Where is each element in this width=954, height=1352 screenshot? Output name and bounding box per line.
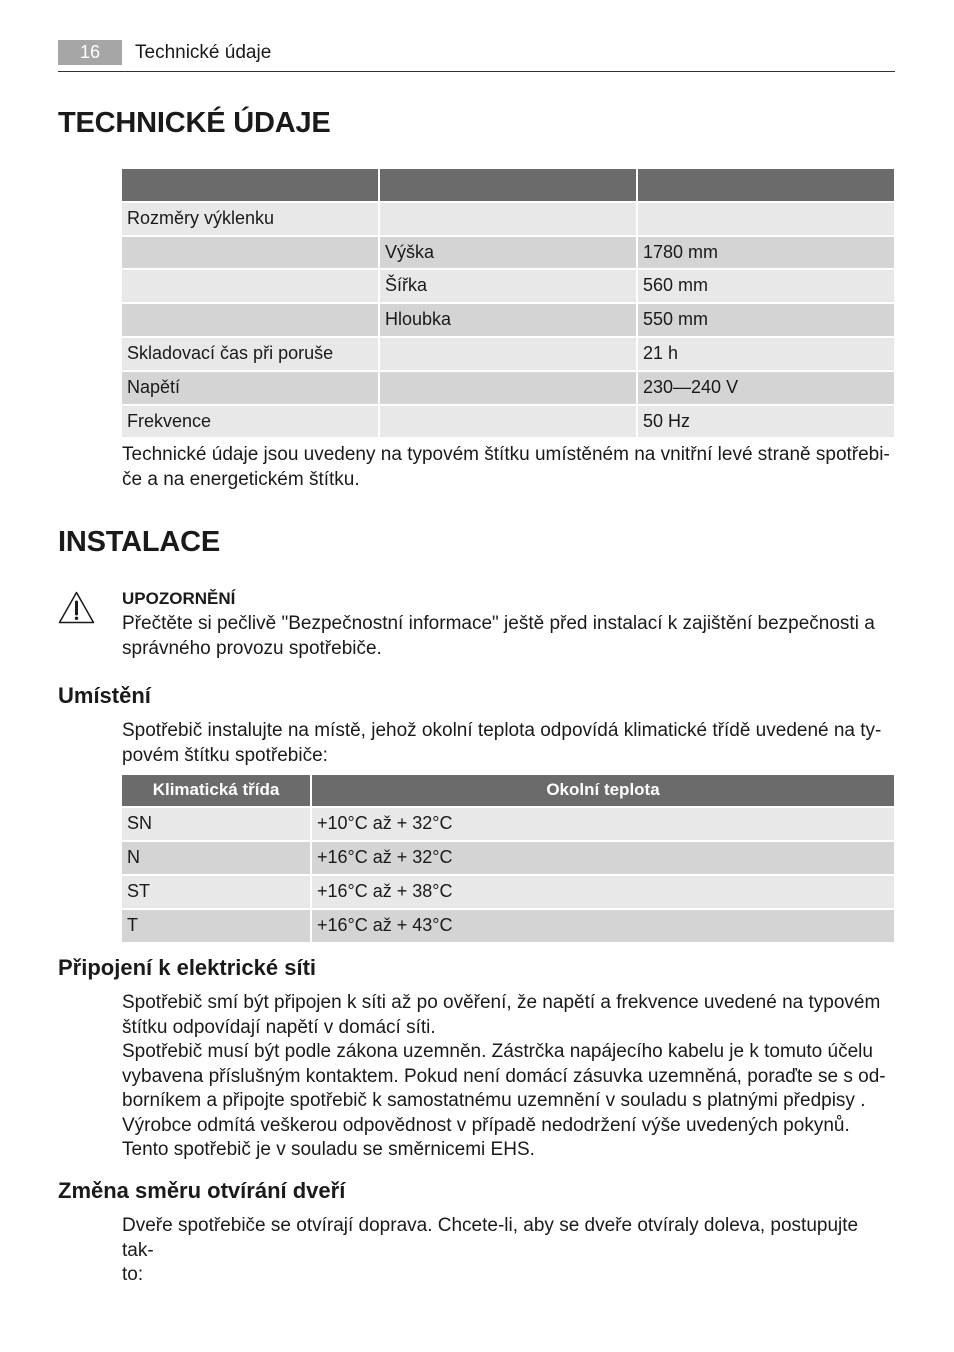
climate-table-cell: +10°C až + 32°C xyxy=(312,808,894,840)
tech-table-header-cell xyxy=(380,169,636,201)
running-title: Technické údaje xyxy=(135,42,272,63)
tech-table-cell: Frekvence xyxy=(122,406,378,438)
tech-table-cell: 50 Hz xyxy=(638,406,894,438)
climate-class-table xyxy=(122,775,894,942)
text-line: če a na energetickém štítku. xyxy=(122,468,360,490)
placement-text xyxy=(122,719,894,768)
climate-table-cell: +16°C až + 38°C xyxy=(312,876,894,908)
tech-table-cell xyxy=(638,203,894,235)
text-line: Dveře spotřebiče se otvírají doprava. Chcete-li, aby se dveře otvíraly doleva, postupujte tak- xyxy=(122,1215,859,1261)
text-line: Technické údaje jsou uvedeny na typovém štítku umístěném na vnitřní levé straně spotřebi- xyxy=(122,444,890,465)
tech-data-heading: TECHNICKÉ ÚDAJE xyxy=(58,107,331,139)
tech-table-cell: 1780 mm xyxy=(638,237,894,269)
climate-table-cell: T xyxy=(122,910,310,942)
door-reversal-text xyxy=(122,1214,894,1288)
door-reversal-heading: Změna směru otvírání dveří xyxy=(58,1178,346,1203)
tech-table-cell xyxy=(122,270,378,302)
tech-table-cell xyxy=(380,406,636,438)
text-line: Spotřebič smí být připojen k síti až po ověření, že napětí a frekvence uvedené na typovém xyxy=(122,992,881,1013)
tech-table-header-cell xyxy=(638,169,894,201)
tech-table-cell: 230—240 V xyxy=(638,372,894,404)
text-line: to: xyxy=(122,1264,144,1285)
text-line: Spotřebič instalujte na místě, jehož okolní teplota odpovídá klimatické třídě uvedené na ty- xyxy=(122,720,882,741)
text-line: správného provozu spotřebiče. xyxy=(122,637,382,659)
page-number: 16 xyxy=(58,40,122,65)
tech-table-cell xyxy=(380,338,636,370)
climate-table-header-cell: Okolní teplota xyxy=(312,775,894,806)
tech-table-cell: Napětí xyxy=(122,372,378,404)
climate-table-cell: SN xyxy=(122,808,310,840)
tech-table-cell: Šířka xyxy=(380,270,636,302)
tech-note xyxy=(122,443,894,492)
placement-heading: Umístění xyxy=(58,683,151,708)
tech-table-cell xyxy=(380,203,636,235)
tech-data-table xyxy=(122,169,894,437)
warning-triangle-icon xyxy=(58,591,95,624)
text-line: Přečtěte si pečlivě "Bezpečnostní informace" ještě před instalací k zajištění bezpečnosti a xyxy=(122,613,875,634)
text-line: Spotřebič musí být podle zákona uzemněn. Zástrčka napájecího kabelu je k tomuto účelu xyxy=(122,1041,873,1062)
electrical-heading: Připojení k elektrické síti xyxy=(58,955,317,980)
tech-table-cell: Skladovací čas při poruše xyxy=(122,338,378,370)
climate-table-cell: +16°C až + 32°C xyxy=(312,842,894,874)
tech-table-cell xyxy=(122,304,378,336)
electrical-text xyxy=(122,991,894,1163)
tech-table-cell xyxy=(380,372,636,404)
tech-table-cell xyxy=(122,237,378,269)
warning-title: UPOZORNĚNÍ xyxy=(122,589,236,608)
tech-table-cell: 550 mm xyxy=(638,304,894,336)
tech-table-cell: Hloubka xyxy=(380,304,636,336)
climate-table-header-cell: Klimatická třída xyxy=(122,775,310,806)
tech-table-cell: 560 mm xyxy=(638,270,894,302)
installation-heading: INSTALACE xyxy=(58,526,220,558)
tech-table-cell: Výška xyxy=(380,237,636,269)
page-header xyxy=(58,40,895,72)
text-line: Tento spotřebič je v souladu se směrnicemi EHS. xyxy=(122,1139,535,1160)
warning-text xyxy=(122,612,894,661)
tech-table-cell: Rozměry výklenku xyxy=(122,203,378,235)
text-line: borníkem a připojte spotřebič k samostatnému uzemnění v souladu s platnými předpisy . xyxy=(122,1090,866,1111)
climate-table-cell: N xyxy=(122,842,310,874)
text-line: Výrobce odmítá veškerou odpovědnost v případě nedodržení výše uvedených pokynů. xyxy=(122,1114,850,1136)
text-line: štítku odpovídají napětí v domácí síti. xyxy=(122,1016,436,1038)
tech-table-cell: 21 h xyxy=(638,338,894,370)
text-line: povém štítku spotřebiče: xyxy=(122,744,328,766)
climate-table-cell: +16°C až + 43°C xyxy=(312,910,894,942)
tech-table-header-cell xyxy=(122,169,378,201)
text-line: vybavena příslušným kontaktem. Pokud není domácí zásuvka uzemněná, poraďte se s od- xyxy=(122,1065,886,1087)
climate-table-cell: ST xyxy=(122,876,310,908)
